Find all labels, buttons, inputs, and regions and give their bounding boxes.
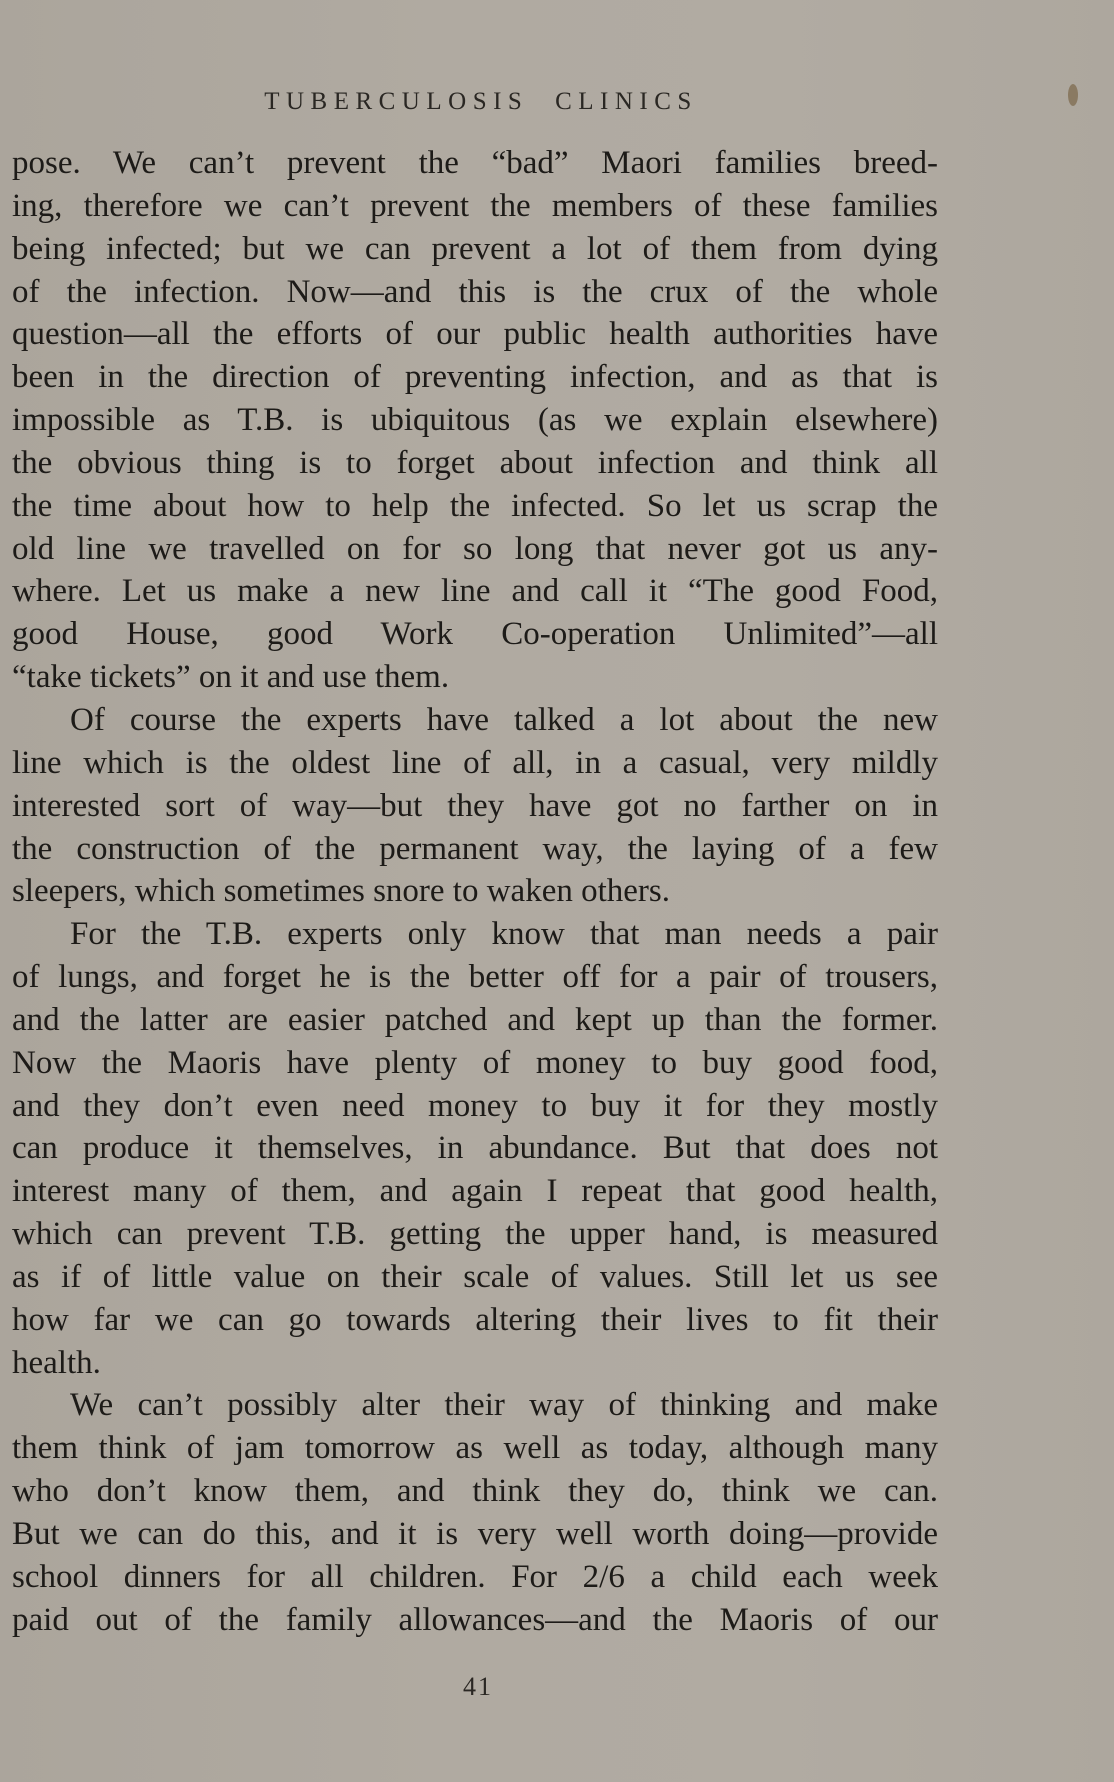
text-line: of lungs, and forget he is the better off for a pair of trousers, bbox=[12, 959, 938, 996]
text-line: pose. We can’t prevent the “bad” Maori families breed- bbox=[12, 145, 938, 181]
text-line: paid out of the family allowances—and the Maoris of our bbox=[12, 1601, 938, 1638]
text-line: of the infection. Now—and this is the crux of the whole bbox=[12, 273, 938, 310]
page-blemish bbox=[1068, 84, 1078, 106]
text-line: good House, good Work Co-operation Unlimited”—all bbox=[12, 616, 938, 653]
text-line: being infected; but we can prevent a lot of them from dying bbox=[12, 230, 938, 267]
text-line: the time about how to help the infected. So let us scrap the bbox=[12, 487, 938, 524]
text-line: which can prevent T.B. getting the upper hand, is measured bbox=[12, 1216, 938, 1253]
text-line: been in the direction of preventing infection, and as that is bbox=[12, 359, 938, 396]
text-line: Of course the experts have talked a lot about the new bbox=[70, 701, 938, 738]
text-line: But we can do this, and it is very well worth doing—provide bbox=[12, 1516, 938, 1552]
text-line: “take tickets” on it and use them. bbox=[12, 659, 450, 696]
page-number: 41 bbox=[463, 1672, 493, 1701]
text-line: and the latter are easier patched and kept up than the former. bbox=[12, 1001, 938, 1038]
text-line: We can’t possibly alter their way of thinking and make bbox=[70, 1387, 938, 1424]
text-line: school dinners for all children. For 2/6 a child each week bbox=[12, 1558, 938, 1595]
text-line: how far we can go towards altering their lives to fit their bbox=[12, 1301, 938, 1338]
text-line: For the T.B. experts only know that man needs a pair bbox=[70, 916, 938, 953]
text-line: line which is the oldest line of all, in a casual, very mildly bbox=[12, 744, 938, 781]
text-line: health. bbox=[12, 1344, 101, 1381]
text-line: them think of jam tomorrow as well as today, although many bbox=[12, 1430, 938, 1467]
text-line: impossible as T.B. is ubiquitous (as we explain elsewhere) bbox=[12, 402, 938, 439]
running-head: TUBERCULOSIS CLINICS bbox=[264, 88, 698, 115]
text-line: and they don’t even need money to buy it for they mostly bbox=[12, 1087, 938, 1124]
text-line: who don’t know them, and think they do, think we can. bbox=[12, 1473, 938, 1510]
body-text bbox=[12, 142, 938, 1642]
text-line: question—all the efforts of our public health authorities have bbox=[12, 316, 938, 353]
text-line: the obvious thing is to forget about infection and think all bbox=[12, 444, 938, 481]
text-line: interested sort of way—but they have got no farther on in bbox=[12, 787, 938, 824]
text-line: the construction of the permanent way, the laying of a few bbox=[12, 830, 938, 867]
text-line: as if of little value on their scale of values. Still let us see bbox=[12, 1258, 938, 1295]
text-line: can produce it themselves, in abundance. But that does not bbox=[12, 1130, 938, 1167]
text-line: Now the Maoris have plenty of money to buy good food, bbox=[12, 1044, 938, 1081]
text-line: interest many of them, and again I repeat that good health, bbox=[12, 1173, 938, 1210]
text-line: where. Let us make a new line and call it “The good Food, bbox=[12, 573, 938, 610]
text-line: ing, therefore we can’t prevent the members of these families bbox=[12, 187, 938, 224]
text-line: sleepers, which sometimes snore to waken others. bbox=[12, 873, 671, 910]
text-line: old line we travelled on for so long that never got us any- bbox=[12, 530, 938, 567]
